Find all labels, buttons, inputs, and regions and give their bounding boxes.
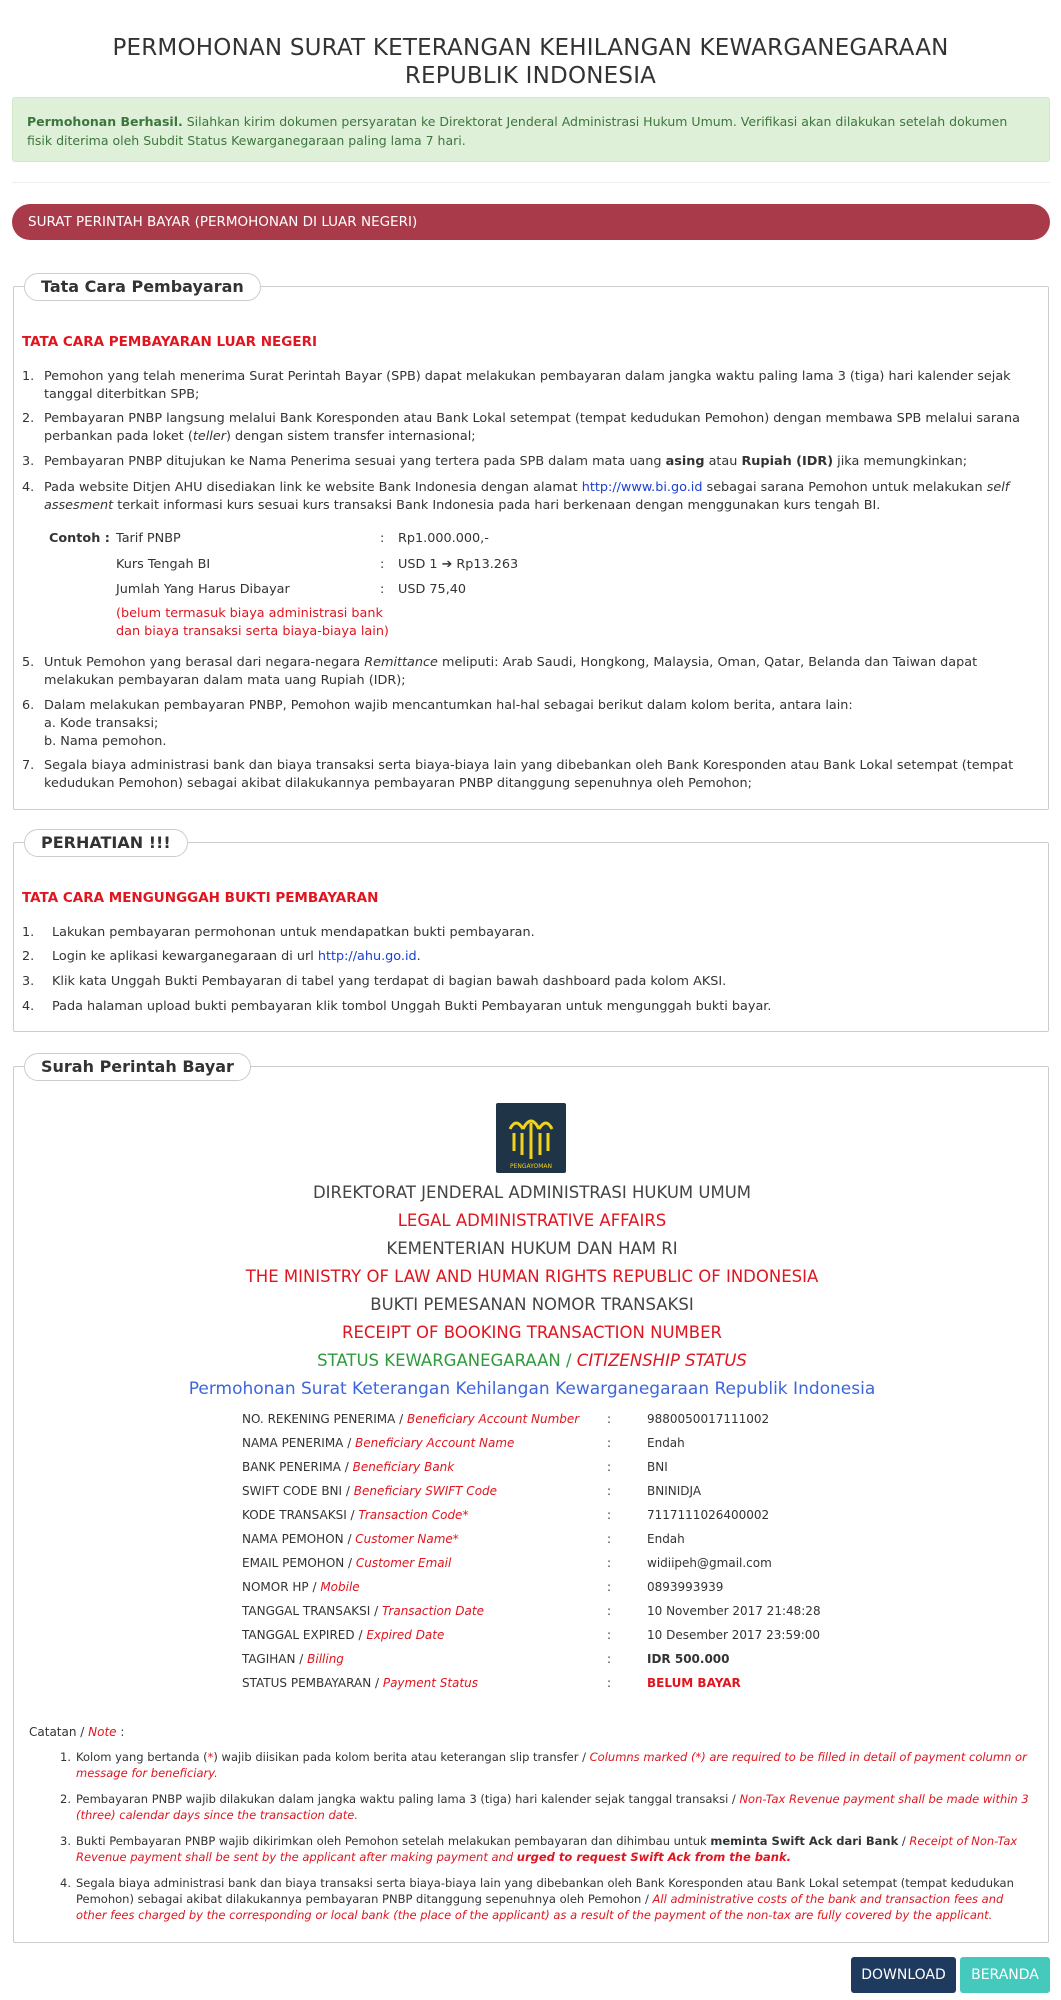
- perhatian-fieldset: PERHATIAN !!! TATA CARA MENGUNGGAH BUKTI PEMBAYARAN 1. Lakukan pembayaran permohonan untuk mendapatkan bukti pembayaran. 2. Login ke aplikasi kewarganegaraan di url http://ahu.go.id. 3. Klik kata Unggah Bukti Pembayaran di tabel yang terdapat di bagian bawah dashboard pada kolom AKSI. 4. Pada halaman upload bukti pembayaran klik tombol Unggah Bukti Pembayaran untuk mengunggah bukti bayar.: [13, 842, 1049, 1032]
- spb-header-6: RECEIPT OF BOOKING TRANSACTION NUMBER: [342, 1323, 722, 1342]
- tata-cara-fieldset: Tata Cara Pembayaran TATA CARA PEMBAYARAN LUAR NEGERI 1. Pemohon yang telah menerima Surat Perintah Bayar (SPB) dapat melakukan pembayaran dalam jangka waktu paling lama 3 (tiga) hari kalender sejak tanggal diterbitkan SPB; 2. Pembayaran PNBP langsung melalui Bank Koresponden atau Bank Lokal setempat (tempat kedudukan Pemohon) dengan membawa SPB melalui sarana perbankan pada loket (teller) dengan sistem transfer internasional; 3. Pembayaran PNBP ditujukan ke Nama Penerima sesuai yang tertera pada SPB dalam mata uang asing atau Rupiah (IDR) jika memungkinkan; 4. Pada website Ditjen AHU disediakan link ke website Bank Indonesia dengan alamat http://www.bi.go.id sebagai sarana Pemohon untuk melakukan self assesment terkait informasi kurs sesuai kurs transaksi Bank Indonesia pada hari berkenaan dengan menggunakan kurs tengah BI. Contoh : Tarif PNBP : Rp1.000.000,- Kurs Tengah BI : USD 1 ➔ Rp13.263 Jumlah Yang Harus Dibayar : USD 75,40 (belum termasuk biaya administrasi bank dan biaya transaksi serta biaya-biaya lain) 5. Untuk Pemohon yang berasal dari negara-negara Remittance meliputi: Arab Saudi, Hongkong, Malaysia, Oman, Qatar, Belanda dan Taiwan dapat melakukan pembayaran dalam mata uang Rupiah (IDR); 6. Dalam melakukan pembayaran PNBP, Pemohon wajib mencantumkan hal-hal sebagai berikut dalam kolom berita, antara lain: a. Kode transaksi; b. Nama pemohon. 7. Segala biaya administrasi bank dan biaya transaksi serta biaya-biaya lain yang dibebankan oleh Bank Koresponden atau Bank Lokal setempat (tempat kedudukan Pemohon) sebagai akibat dilakukannya pembayaran PNBP ditanggung sepenuhnya oleh Pemohon;: [13, 286, 1049, 810]
- list-item: 1. Pemohon yang telah menerima Surat Perintah Bayar (SPB) dapat melakukan pembayaran dalam jangka waktu paling lama 3 (tiga) hari kalender sejak tanggal diterbitkan SPB;: [22, 369, 1011, 402]
- spb-legend: Surah Perintah Bayar: [24, 1053, 251, 1081]
- example-row-value: USD 75,40: [398, 582, 467, 597]
- alert-strong: Permohonan Berhasil.: [27, 114, 183, 129]
- example-row-value: USD 1 ➔ Rp13.263: [398, 557, 519, 572]
- tata-cara-heading: TATA CARA PEMBAYARAN LUAR NEGERI: [22, 334, 317, 350]
- beranda-button[interactable]: BERANDA: [960, 1957, 1050, 1993]
- spb-header-7: STATUS KEWARGANEGARAAN / CITIZENSHIP STATUS: [317, 1351, 747, 1370]
- page-title: [0, 34, 1061, 90]
- pengayoman-logo: [496, 1103, 566, 1173]
- example-row-sep: :: [380, 582, 385, 597]
- spb-header-8: Permohonan Surat Keterangan Kehilangan Kewarganegaraan Republik Indonesia: [188, 1379, 876, 1399]
- ahu-link[interactable]: http://ahu.go.id: [317, 949, 417, 964]
- example-row-value: Rp1.000.000,-: [398, 531, 489, 546]
- spb-header-5: BUKTI PEMESANAN NOMOR TRANSAKSI: [370, 1295, 694, 1314]
- example-row-key: Tarif PNBP: [116, 531, 181, 546]
- page-title-line2: REPUBLIK INDONESIA: [404, 63, 657, 89]
- perhatian-heading: TATA CARA MENGUNGGAH BUKTI PEMBAYARAN: [22, 890, 379, 906]
- spb-header-4: THE MINISTRY OF LAW AND HUMAN RIGHTS REPUBLIC OF INDONESIA: [245, 1267, 819, 1286]
- example-label: Contoh :: [49, 531, 110, 546]
- logo-text: PENGAYOMAN: [509, 1163, 553, 1170]
- status-badge: BELUM BAYAR: [647, 1676, 741, 1690]
- bi-link[interactable]: http://www.bi.go.id: [581, 480, 703, 495]
- example-note: (belum termasuk biaya administrasi bank dan biaya transaksi serta biaya-biaya lain): [116, 606, 389, 639]
- catatan-label: Catatan / Note :: [29, 1725, 125, 1739]
- tata-cara-legend: Tata Cara Pembayaran: [24, 273, 261, 301]
- spb-header-2: LEGAL ADMINISTRATIVE AFFAIRS: [397, 1211, 667, 1230]
- example-row-key: Jumlah Yang Harus Dibayar: [116, 582, 290, 597]
- example-row-key: Kurs Tengah BI: [116, 557, 211, 572]
- example-row-sep: :: [380, 557, 385, 572]
- spb-header-3: KEMENTERIAN HUKUM DAN HAM RI: [386, 1239, 678, 1258]
- download-button[interactable]: DOWNLOAD: [851, 1957, 956, 1993]
- page-title-line1: PERMOHONAN SURAT KETERANGAN KEHILANGAN KEWARGANEGARAAN: [112, 35, 949, 61]
- perhatian-legend: PERHATIAN !!!: [24, 829, 188, 857]
- pengayoman-emblem-icon: [496, 1103, 566, 1173]
- example-row-sep: :: [380, 531, 385, 546]
- spb-section-bar: SURAT PERINTAH BAYAR (PERMOHONAN DI LUAR NEGERI): [12, 204, 1050, 240]
- success-alert: [12, 97, 1050, 162]
- divider: [12, 182, 1050, 183]
- alert-text: Silahkan kirim dokumen persyaratan ke Direktorat Jenderal Administrasi Hukum Umum. Verifikasi akan dilakukan setelah dokumen fisik diterima oleh Subdit Status Kewarganegaraan paling lama 7 hari.: [27, 114, 1008, 148]
- spb-header-1: DIREKTORAT JENDERAL ADMINISTRASI HUKUM UMUM: [312, 1183, 752, 1202]
